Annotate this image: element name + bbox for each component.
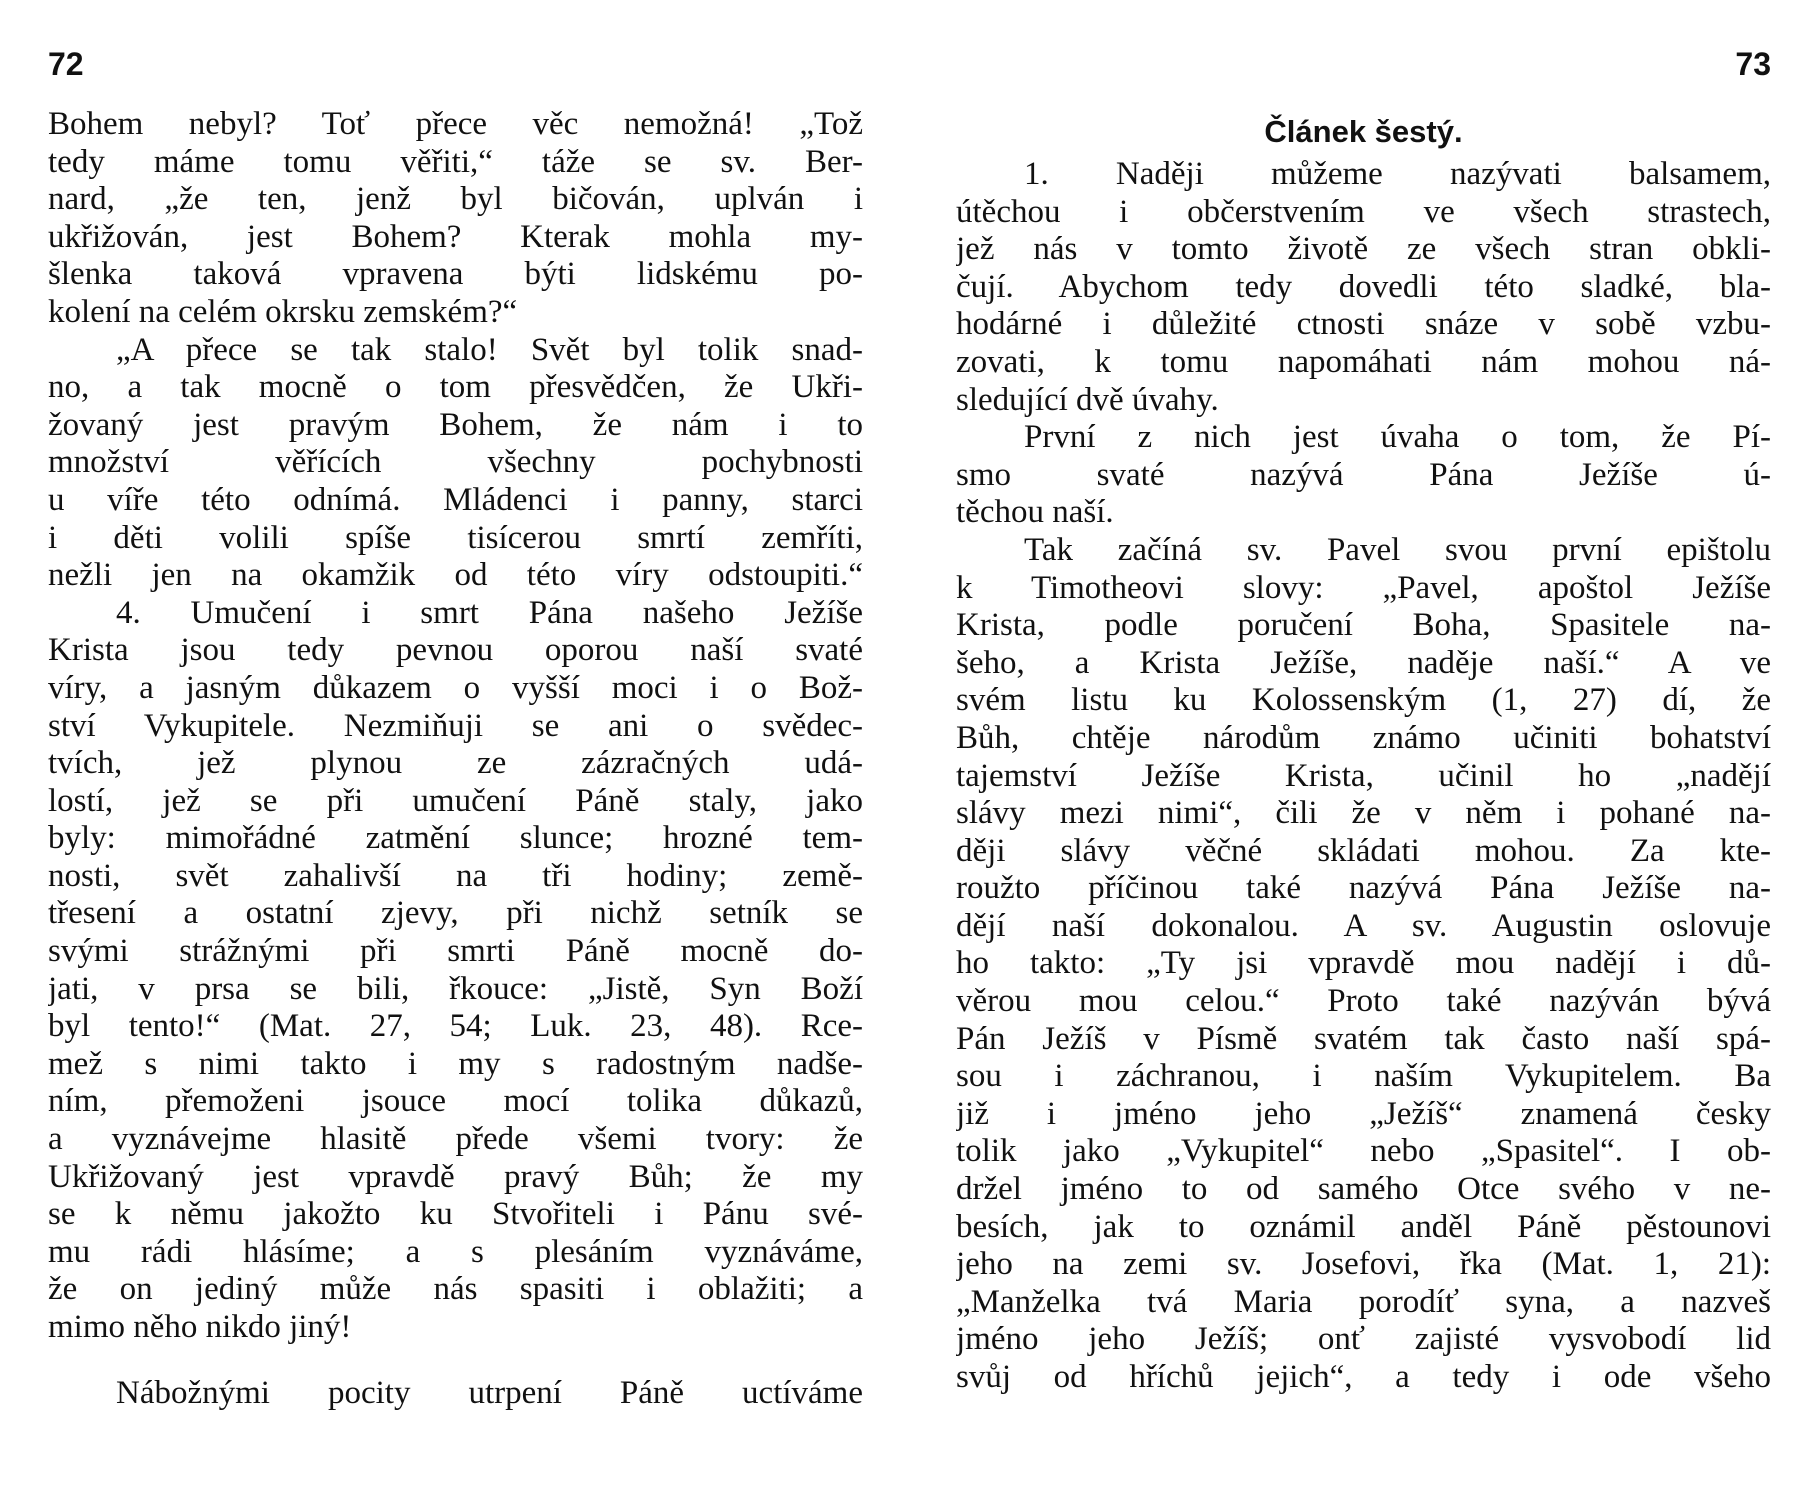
text-line: množství věřících všechny pochybnosti <box>48 444 863 481</box>
text-line: těchou naší. <box>956 494 1114 531</box>
text-line: Pán Ježíš v Písmě svatém tak často naší spá- <box>956 1020 1771 1057</box>
text-line: se k němu jakožto ku Stvořiteli i Pánu své- <box>48 1196 863 1233</box>
text-line: „Manželka tvá Maria porodíť syna, a nazveš <box>956 1283 1771 1320</box>
text-line: jež nás v tomto životě ze všech stran obkli- <box>956 231 1771 268</box>
text-line: Ukřižovaný jest vpravdě pravý Bůh; že my <box>48 1158 863 1195</box>
text-line: sledující dvě úvahy. <box>956 381 1219 418</box>
text-line: Krista, podle poručení Boha, Spasitele na- <box>956 607 1771 644</box>
text-line: roužto příčinou také nazývá Pána Ježíše na- <box>956 870 1771 907</box>
right-page-text <box>956 156 1771 1397</box>
text-line: jati, v prsa se bili, řkouce: „Jistě, Syn Boží <box>48 970 863 1007</box>
text-line: svými strážnými při smrti Páně mocně do- <box>48 933 863 970</box>
text-line: 1. Naději můžeme nazývati balsamem, <box>1024 156 1771 192</box>
text-line: svůj od hříchů jejich“, a tedy i ode všeho <box>956 1359 1771 1395</box>
text-line: První z nich jest úvaha o tom, že Pí- <box>1024 419 1771 456</box>
left-page-text <box>48 106 863 1412</box>
text-line: jméno jeho Ježíš; onť zajisté vysvobodí lid <box>956 1321 1771 1358</box>
text-line: čují. Abychom tedy dovedli této sladké, bla- <box>956 268 1771 305</box>
text-line: byl tento!“ (Mat. 27, 54; Luk. 23, 48). Rce- <box>48 1008 863 1045</box>
text-line: držel jméno to od samého Otce svého v ne- <box>956 1171 1771 1208</box>
text-line: šlenka taková vpravena býti lidskému po- <box>48 256 863 293</box>
text-line: kolení na celém okrsku zemském?“ <box>48 293 518 330</box>
left-page-number: 72 <box>48 46 84 82</box>
text-line: ním, přemoženi jsouce mocí tolika důkazů, <box>48 1083 863 1120</box>
left-page <box>48 40 863 1470</box>
text-line: byly: mimořádné zatmění slunce; hrozné tem- <box>48 820 863 857</box>
text-line: Tak začíná sv. Pavel svou první epištolu <box>1024 531 1771 568</box>
text-line: k Timotheovi slovy: „Pavel, apoštol Ježíše <box>956 569 1771 606</box>
text-line: nard, „že ten, jenž byl bičován, uplván i <box>48 181 863 218</box>
text-line: Nábožnými pocity utrpení Páně uctíváme <box>116 1374 863 1411</box>
text-line: no, a tak mocně o tom přesvědčen, že Ukři- <box>48 369 863 406</box>
right-page <box>956 40 1771 1470</box>
text-line: smo svaté nazývá Pána Ježíše ú- <box>956 456 1771 493</box>
text-line: ukřižován, jest Bohem? Kterak mohla my- <box>48 218 863 255</box>
text-line: „A přece se tak stalo! Svět byl tolik snad- <box>116 331 863 368</box>
text-line: 4. Umučení i smrt Pána našeho Ježíše <box>116 594 863 631</box>
text-line: nosti, svět zahalivší na tři hodiny; země- <box>48 857 863 894</box>
text-line: ději slávy věčné skládati mohou. Za kte- <box>956 832 1771 869</box>
paragraph-gap <box>48 1347 863 1375</box>
right-page-number: 73 <box>1735 46 1771 82</box>
text-line: mu rádi hlásíme; a s plesáním vyznáváme, <box>48 1233 863 1270</box>
text-line: svém listu ku Kolossenským (1, 27) dí, že <box>956 682 1771 719</box>
text-line: i děti volili spíše tisícerou smrtí zemříti, <box>48 519 863 556</box>
text-line: slávy mezi nimi“, čili že v něm i pohané na- <box>956 795 1771 832</box>
text-line: nežli jen na okamžik od této víry odstoupiti.“ <box>48 557 863 594</box>
text-line: třesení a ostatní zjevy, při nichž setník se <box>48 895 863 932</box>
text-line: ho takto: „Ty jsi vpravdě mou nadějí i dů- <box>956 945 1771 982</box>
text-line: jeho na zemi sv. Josefovi, řka (Mat. 1, 21): <box>956 1246 1771 1283</box>
text-line: útěchou i občerstvením ve všech strastech, <box>956 193 1771 230</box>
text-line: víry, a jasným důkazem o vyšší moci i o Bož- <box>48 669 863 706</box>
text-line: že on jediný může nás spasiti i oblažiti; a <box>48 1271 863 1308</box>
text-line: tolik jako „Vykupitel“ nebo „Spasitel“. I ob- <box>956 1133 1771 1170</box>
text-line: již i jméno jeho „Ježíš“ znamená česky <box>956 1095 1771 1132</box>
chapter-title: Článek šestý. <box>1264 114 1463 149</box>
text-line: zovati, k tomu napomáhati nám mohou ná- <box>956 343 1771 380</box>
text-line: šeho, a Krista Ježíše, naděje naší.“ A ve <box>956 644 1771 681</box>
text-line: žovaný jest pravým Bohem, že nám i to <box>48 406 863 443</box>
text-line: tedy máme tomu věřiti,“ táže se sv. Ber- <box>48 143 863 180</box>
text-line: a vyznávejme hlasitě přede všemi tvory: že <box>48 1121 863 1158</box>
text-line: dějí naší dokonalou. A sv. Augustin oslovuje <box>956 907 1771 944</box>
text-line: mimo něho nikdo jiný! <box>48 1309 352 1345</box>
text-line: besích, jak to oznámil anděl Páně pěstounovi <box>956 1208 1771 1245</box>
text-line: tvích, jež plynou ze zázračných udá- <box>48 745 863 782</box>
text-line: mež s nimi takto i my s radostným nadše- <box>48 1045 863 1082</box>
text-line: věrou mou celou.“ Proto také nazýván bývá <box>956 983 1771 1020</box>
text-line: lostí, jež se při umučení Páně staly, jako <box>48 782 863 819</box>
text-line: Krista jsou tedy pevnou oporou naší svaté <box>48 632 863 669</box>
text-line: ství Vykupitele. Nezmiňuji se ani o svědec- <box>48 707 863 744</box>
text-line: u víře této odnímá. Mládenci i panny, starci <box>48 481 863 518</box>
text-line: Bohem nebyl? Toť přece věc nemožná! „Tož <box>48 106 863 142</box>
text-line: sou i záchranou, i naším Vykupitelem. Ba <box>956 1058 1771 1095</box>
text-line: hodárné i důležité ctnosti snáze v sobě vzbu- <box>956 306 1771 343</box>
text-line: Bůh, chtěje národům známo učiniti bohatství <box>956 719 1771 756</box>
text-line: tajemství Ježíše Krista, učinil ho „nadějí <box>956 757 1771 794</box>
